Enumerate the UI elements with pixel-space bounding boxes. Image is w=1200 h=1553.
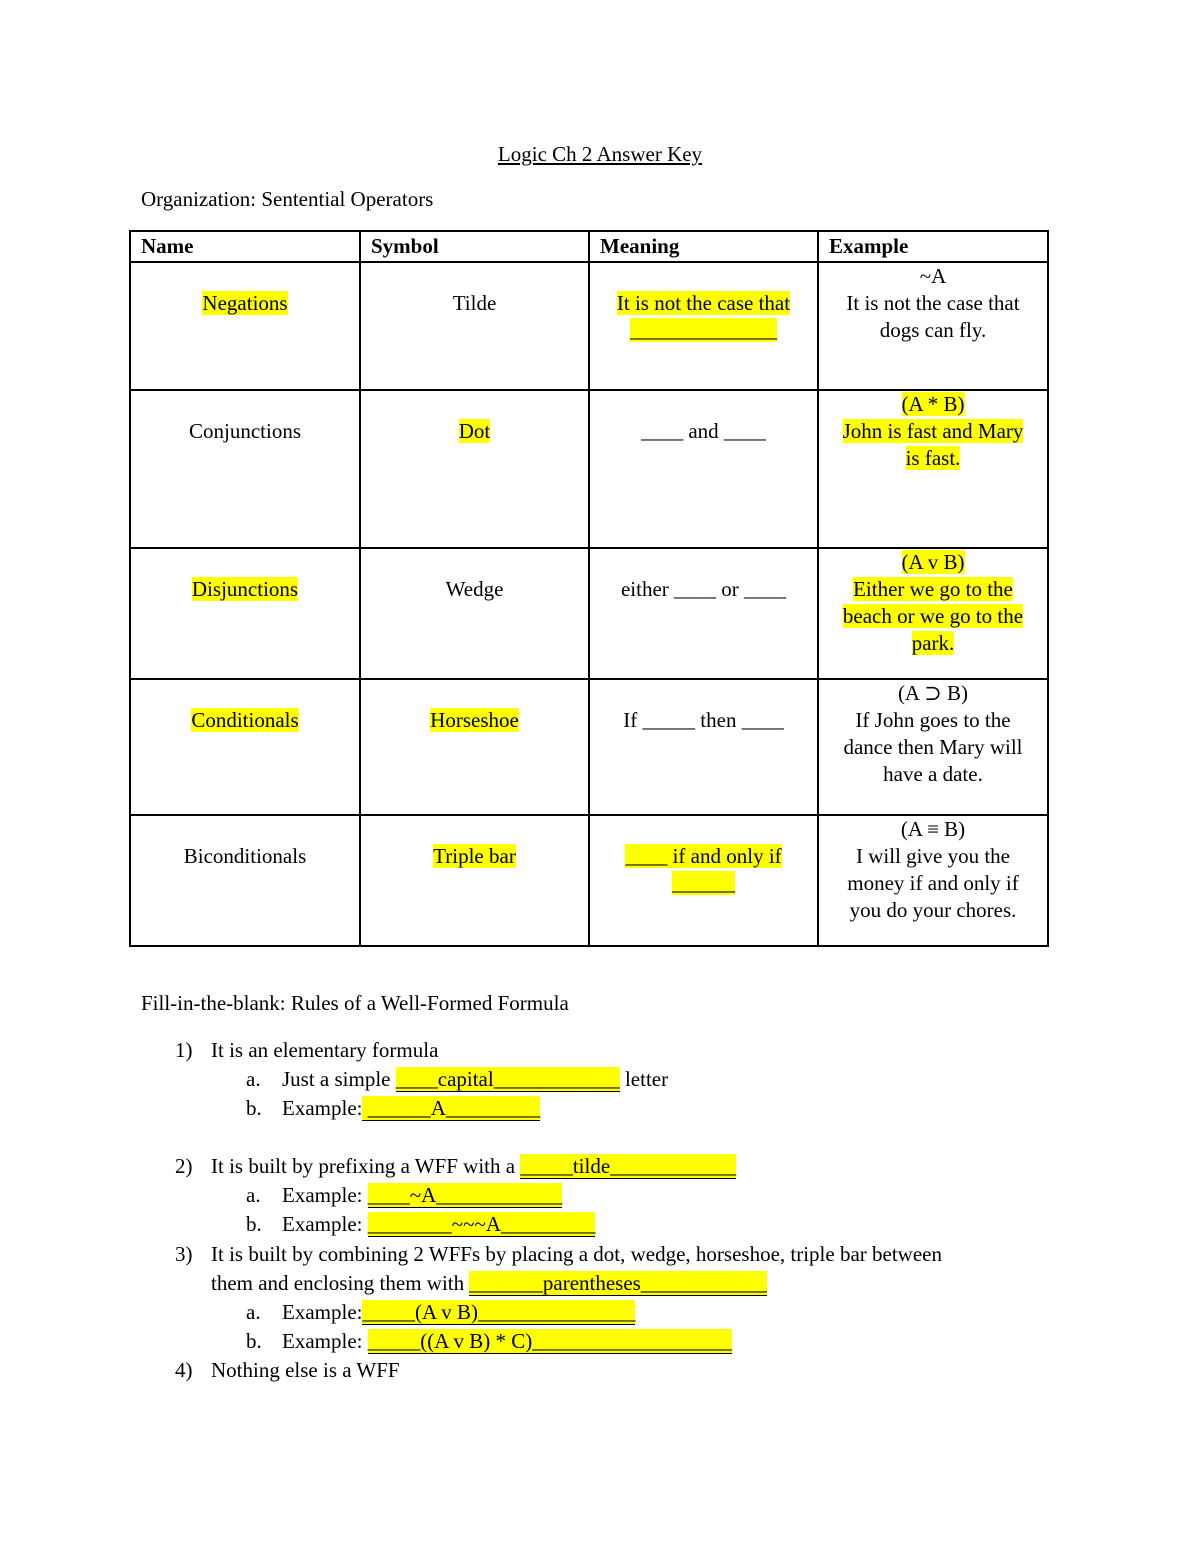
example-sentence-line: dogs can fly. [879,318,987,342]
subitem-prefix: Just a simple [282,1067,396,1091]
cell-meaning [589,815,818,946]
example-sentence-line: have a date. [883,762,983,786]
rule-text-line: It is built by combining 2 WFFs by placing a dot, wedge, horseshoe, triple bar between [211,1242,942,1266]
section-heading-operators: Organization: Sentential Operators [141,187,434,211]
cell-meaning [589,262,818,390]
table-header-row [130,231,1048,262]
example-sentence-line: If John goes to the [855,708,1011,732]
subitem-prefix: Example: [282,1300,363,1324]
subitem-prefix: Example: [282,1096,363,1120]
rule-number: 4) [175,1358,193,1382]
cell-meaning [589,548,818,679]
example-sentence-line: you do your chores. [849,898,1017,922]
rule-text [211,1240,1041,1298]
subitem-letter: a. [246,1067,261,1091]
header-symbol: Symbol [360,231,589,262]
answer-blank: ________~~~A_________ [367,1212,596,1236]
example-sentence-line: John is fast and Mary [842,419,1024,443]
cell-symbol [360,815,589,946]
answer-blank: _____((A v B) * C)___________________ [367,1329,732,1353]
example-formula: ~A [919,264,947,288]
meaning-line: ______________ [630,318,777,342]
table-row [130,262,1048,390]
subitem-prefix: Example: [282,1183,368,1207]
meaning-line: ______ [672,871,735,895]
operator-name: Conjunctions [188,419,301,443]
cell-name [130,815,360,946]
example-formula: (A * B) [901,392,965,416]
table-row [130,679,1048,815]
example-sentence-line: I will give you the [856,844,1010,868]
example-formula: (A ⊃ B) [897,681,969,705]
subitem-letter: b. [246,1329,262,1353]
example-formula: (A v B) [901,550,965,574]
cell-example [818,262,1048,390]
answer-blank: _____(A v B)_______________ [362,1300,636,1324]
subitem-letter: b. [246,1096,262,1120]
operator-name: Biconditionals [183,844,307,868]
rule-number: 1) [175,1038,193,1062]
operator-name: Conditionals [191,708,299,732]
cell-symbol [360,679,589,815]
rule-text-line: them and enclosing them with [211,1271,470,1295]
rule-text [211,1356,1041,1385]
document-title: Logic Ch 2 Answer Key [497,142,703,166]
rule-number: 2) [175,1154,193,1178]
operators-table [129,230,1049,947]
meaning-line: It is not the case that [616,291,791,315]
example-sentence-line: dance then Mary will [843,735,1023,759]
cell-example [818,679,1048,815]
answer-blank: ____capital____________ [395,1067,620,1091]
subitem-prefix: Example: [282,1329,368,1353]
cell-symbol [360,548,589,679]
table-row [130,390,1048,548]
cell-name [130,262,360,390]
example-sentence-line: It is not the case that [846,291,1020,315]
subitem-letter: a. [246,1183,261,1207]
subitem-suffix: letter [619,1067,669,1091]
cell-name [130,390,360,548]
meaning-line: ____ if and only if [625,844,782,868]
answer-blank: ______A_________ [362,1096,541,1120]
operator-symbol-name: Horseshoe [430,708,519,732]
operator-symbol-name: Triple bar [433,844,516,868]
table-row [130,548,1048,679]
cell-meaning [589,679,818,815]
example-sentence-line: money if and only if [847,871,1019,895]
cell-meaning [589,390,818,548]
meaning-line: ____ and ____ [641,419,766,443]
operator-symbol-name: Dot [458,419,491,443]
cell-name [130,548,360,679]
header-example: Example [818,231,1048,262]
answer-blank: _____tilde____________ [520,1154,737,1178]
rule-subitem [246,1094,540,1123]
cell-example [818,390,1048,548]
operator-symbol-name: Tilde [452,291,497,315]
operator-symbol-name: Wedge [445,577,504,601]
rule-subitem [246,1210,595,1239]
rule-subitem [246,1181,562,1210]
header-meaning: Meaning [589,231,818,262]
table-row [130,815,1048,946]
meaning-line: If _____ then ____ [623,708,784,732]
section-heading-wff: Fill-in-the-blank: Rules of a Well-Formed Formula [141,991,569,1015]
subitem-letter: b. [246,1212,262,1236]
cell-symbol [360,262,589,390]
cell-name [130,679,360,815]
meaning-line: either ____ or ____ [620,577,787,601]
rule-text-line: It is built by prefixing a WFF with a [211,1154,521,1178]
operator-name: Disjunctions [191,577,299,601]
subitem-prefix: Example: [282,1212,368,1236]
cell-example [818,548,1048,679]
rule-text [211,1036,1041,1065]
rule-subitem [246,1298,635,1327]
rule-subitem [246,1327,732,1356]
rule-number: 3) [175,1242,193,1266]
rule-text-line: It is an elementary formula [211,1038,439,1062]
answer-blank: ____~A____________ [367,1183,563,1207]
rule-text [211,1152,1041,1181]
cell-symbol [360,390,589,548]
example-sentence-line: beach or we go to the [842,604,1024,628]
example-sentence-line: is fast. [905,446,961,470]
example-sentence-line: Either we go to the [853,577,1013,601]
header-name: Name [130,231,360,262]
cell-example [818,815,1048,946]
rule-text-line: Nothing else is a WFF [211,1358,400,1382]
operator-name: Negations [202,291,288,315]
rule-subitem [246,1065,668,1094]
example-formula: (A ≡ B) [900,817,966,841]
example-sentence-line: park. [911,631,955,655]
subitem-letter: a. [246,1300,261,1324]
answer-blank: _______parentheses____________ [469,1271,767,1295]
